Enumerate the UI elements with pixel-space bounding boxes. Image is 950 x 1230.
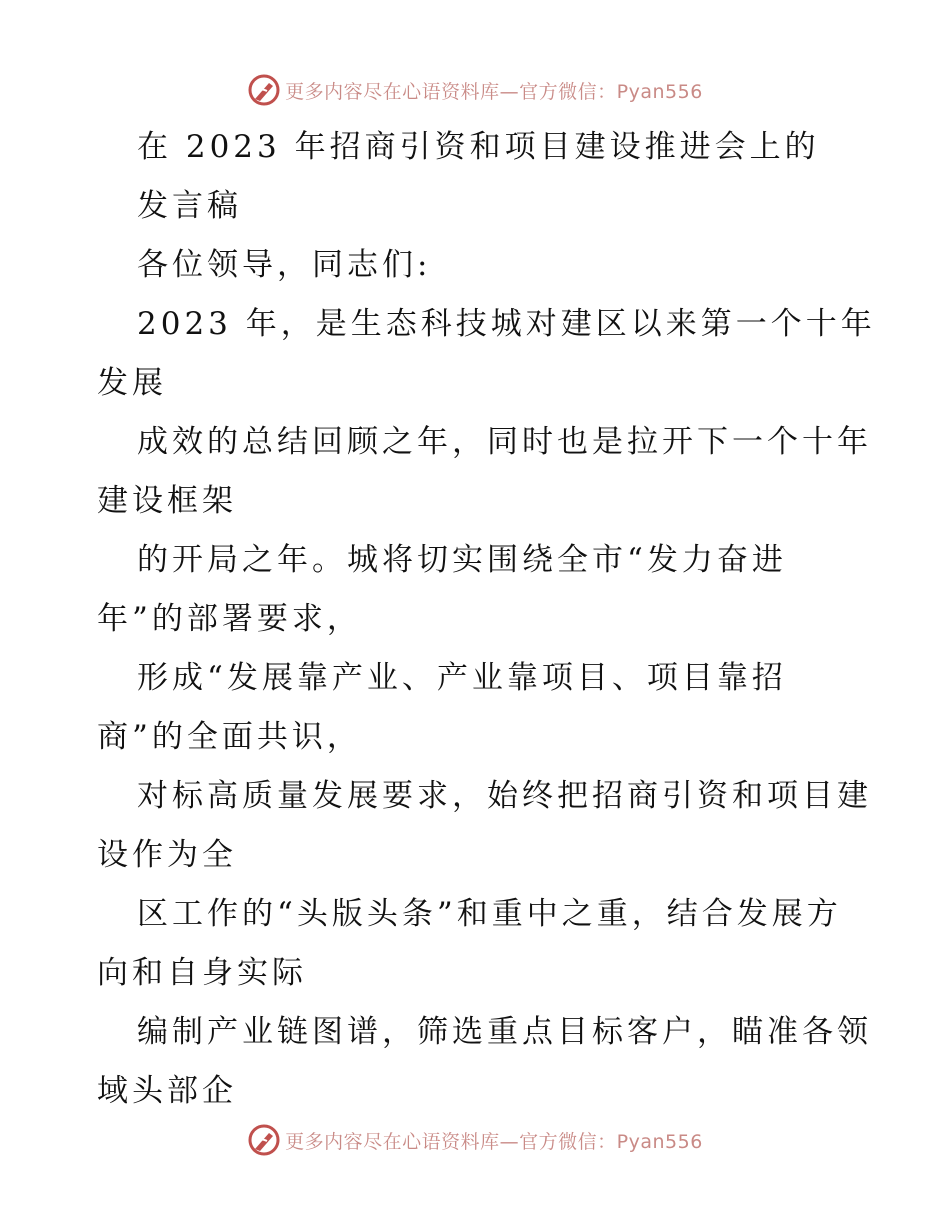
watermark-text: 更多内容尽在心语资料库—官方微信：Pyan556 — [285, 1130, 703, 1153]
paragraph-line-4 — [97, 295, 877, 413]
line-text: 对标高质量发展要求，始终把招商引资和项目建 — [137, 778, 872, 814]
line-text: 各位领导，同志们: — [137, 247, 432, 283]
watermark-text: 更多内容尽在心语资料库—官方微信：Pyan556 — [285, 80, 703, 103]
paragraph-line-9 — [97, 885, 877, 1003]
paragraph-line-7 — [97, 649, 877, 767]
line-wrap-text: 向和自身实际 — [97, 955, 307, 991]
line-text: 的开局之年。城将切实围绕全市“发力奋进 — [137, 542, 787, 578]
paragraph-line-1 — [97, 118, 877, 177]
line-wrap-text: 商”的全面共识， — [97, 719, 362, 755]
line-wrap-text: 年”的部署要求， — [97, 601, 362, 637]
line-text: 区工作的“头版头条”和重中之重，结合发展方 — [137, 896, 842, 932]
line-wrap-text: 发展 — [97, 365, 167, 401]
watermark-header — [0, 70, 950, 110]
line-text: 编制产业链图谱，筛选重点目标客户，瞄准各领 — [137, 1014, 872, 1050]
line-wrap-text: 设作为全 — [97, 837, 237, 873]
paragraph-line-5 — [97, 413, 877, 531]
line-wrap-text: 建设框架 — [97, 483, 237, 519]
line-text: 在 2023 年招商引资和项目建设推进会上的 — [137, 129, 820, 165]
paragraph-line-3 — [97, 236, 877, 295]
document-body — [97, 118, 877, 1121]
watermark-footer — [0, 1120, 950, 1160]
library-logo-icon — [247, 1123, 281, 1157]
line-wrap-text: 域头部企 — [97, 1073, 237, 1109]
line-text: 发言稿 — [137, 188, 242, 224]
paragraph-line-10 — [97, 1003, 877, 1121]
line-text: 2023 年，是生态科技城对建区以来第一个十年 — [137, 306, 876, 342]
library-logo-icon — [247, 73, 281, 107]
paragraph-line-2 — [97, 177, 877, 236]
paragraph-line-6 — [97, 531, 877, 649]
line-text: 成效的总结回顾之年，同时也是拉开下一个十年 — [137, 424, 872, 460]
paragraph-line-8 — [97, 767, 877, 885]
line-text: 形成“发展靠产业、产业靠项目、项目靠招 — [137, 660, 787, 696]
